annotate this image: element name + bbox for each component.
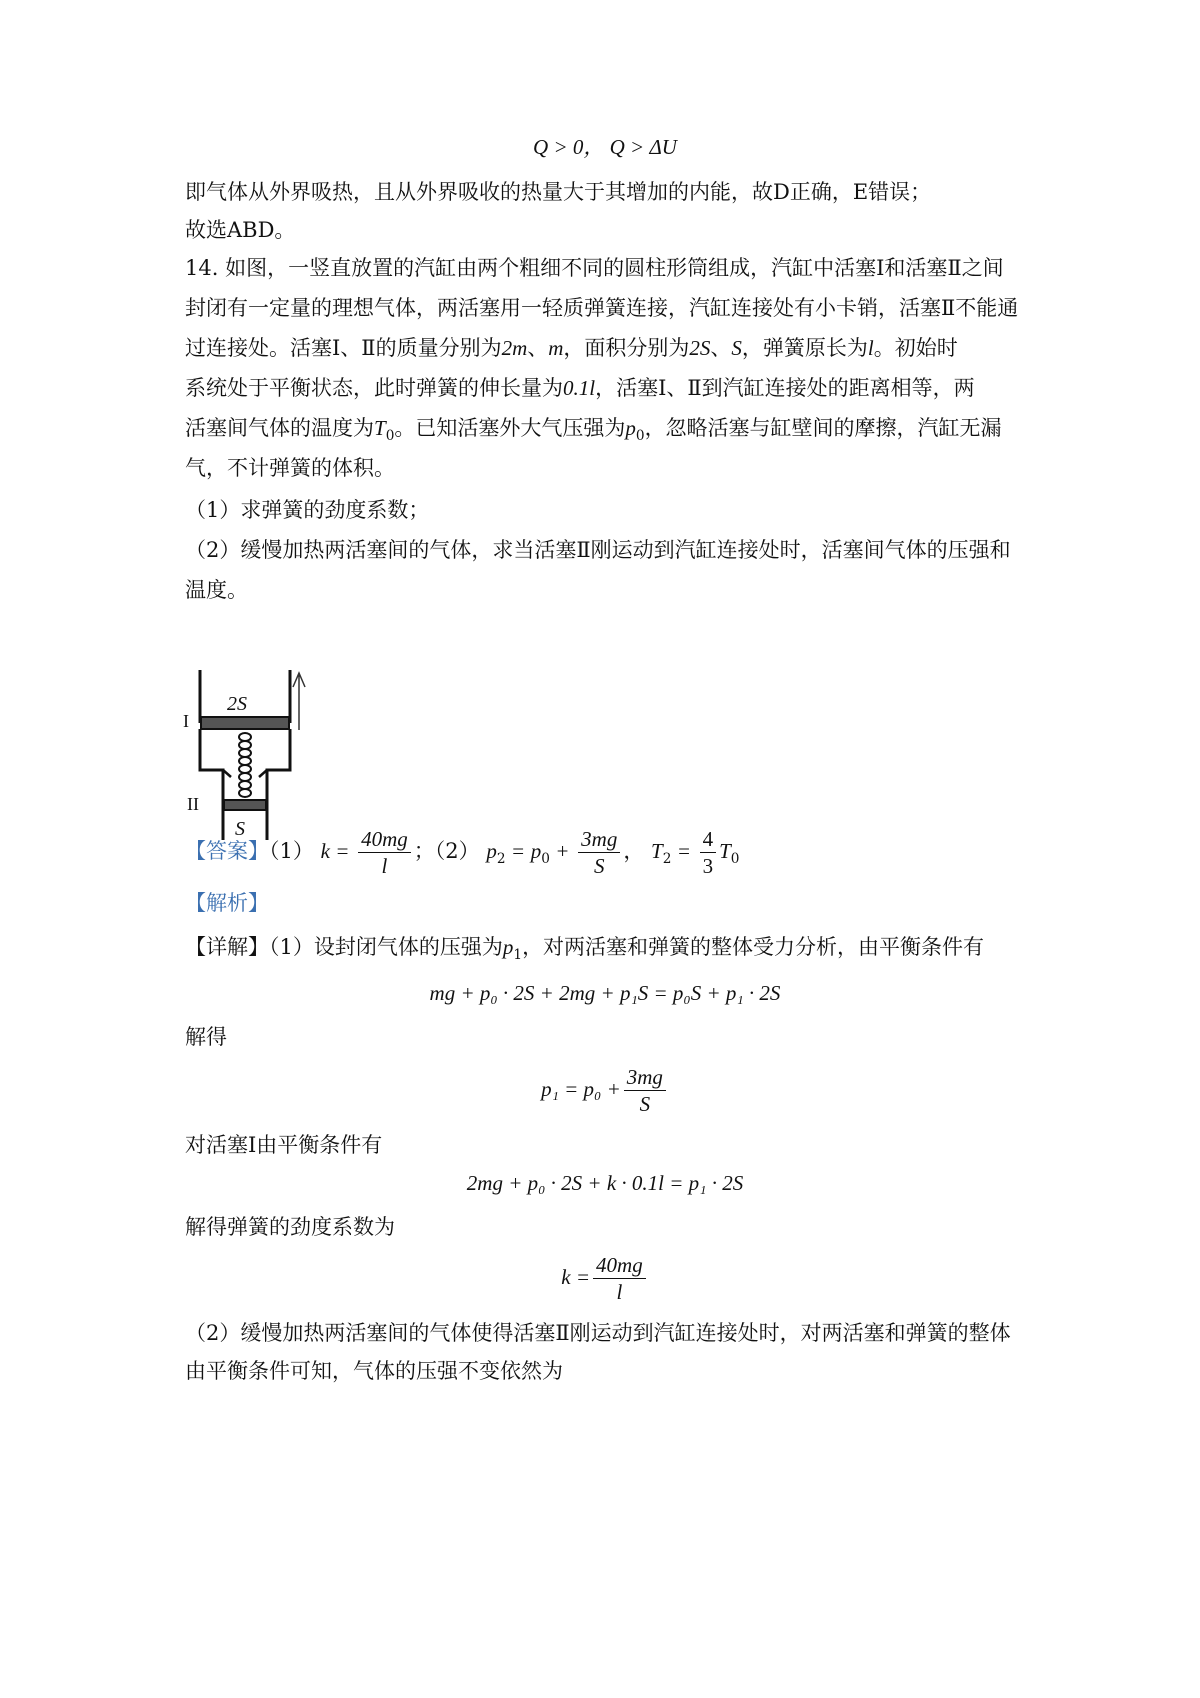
fraction: $\frac{40mg}{l}$	[358, 826, 411, 879]
text-line: （2）缓慢加热两活塞间的气体使得活塞Ⅱ刚运动到汽缸连接处时，对两活塞和弹簧的整体	[185, 1321, 1011, 1345]
question-14-line: 14. 如图，一竖直放置的汽缸由两个粗细不同的圆柱形筒组成，汽缸中活塞Ⅰ和活塞Ⅱ之间	[185, 256, 1004, 280]
label-2S: 2S	[227, 693, 247, 715]
fraction: $\frac{3mg}{S}$	[624, 1064, 666, 1117]
text-line: 解得弹簧的劲度系数为	[185, 1215, 395, 1239]
question-14-line: 气，不计弹簧的体积。	[185, 456, 395, 480]
answer-tag: 【答案】	[185, 839, 269, 863]
question-14-line: 温度。	[185, 578, 248, 602]
fraction: $\frac{40mg}{l}$	[593, 1252, 646, 1305]
text-line: 对活塞Ⅰ由平衡条件有	[185, 1133, 383, 1157]
equation-2: p₁ = p₀ + $\frac{3mg}{S}$	[185, 1062, 1025, 1117]
top-formula: Q > 0， Q > ΔU	[533, 135, 677, 159]
answer-line: 【答案】（1） k = $\frac{40mg}{l}$ ；（2） $p_2 = p_0$ + $\frac{3mg}{S}$ ， $T_2$ = $\frac{4}{3}$ $T_0$	[185, 827, 740, 878]
fraction: $\frac{4}{3}$	[700, 826, 717, 879]
text-line: 故选ABD。	[185, 218, 296, 242]
equation-1: mg + p₀ · 2S + 2mg + p₁S = p₀S + p₁ · 2S	[429, 981, 781, 1005]
label-I: I	[183, 711, 189, 731]
equation-4: k = $\frac{40mg}{l}$	[185, 1250, 1025, 1305]
question-14-line: 系统处于平衡状态，此时弹簧的伸长量为0.1l，活塞Ⅰ、Ⅱ到汽缸连接处的距离相等，两	[185, 376, 975, 400]
detail-line: 【详解】（1）设封闭气体的压强为$p_1$，对两活塞和弹簧的整体受力分析，由平衡条件有	[185, 935, 985, 963]
question-14-line: 过连接处。活塞Ⅰ、Ⅱ的质量分别为2m、m，面积分别为2S、S，弹簧原长为l。初始时	[185, 336, 958, 360]
analysis-tag: 【解析】	[185, 891, 269, 915]
question-14-line: 封闭有一定量的理想气体，两活塞用一轻质弹簧连接，汽缸连接处有小卡销，活塞Ⅱ不能通	[185, 296, 1019, 320]
fraction: $\frac{3mg}{S}$	[578, 826, 620, 879]
question-14-part2: （2）缓慢加热两活塞间的气体，求当活塞Ⅱ刚运动到汽缸连接处时，活塞间气体的压强和	[185, 538, 1011, 562]
text-line: 由平衡条件可知，气体的压强不变依然为	[185, 1359, 563, 1383]
question-14-line: 活塞间气体的温度为$T_0$。已知活塞外大气压强为$p_0$，忽略活塞与缸壁间的摩擦，汽缸无漏	[185, 416, 1002, 444]
text-line: 解得	[185, 1025, 227, 1049]
equation-3: 2mg + p₀ · 2S + k · 0.1l = p₁ · 2S	[466, 1171, 744, 1195]
text-line: 即气体从外界吸热，且从外界吸收的热量大于其增加的内能，故D正确，E错误；	[185, 180, 932, 204]
label-II: II	[187, 794, 199, 814]
question-14-part1: （1）求弹簧的劲度系数；	[185, 498, 430, 522]
label-S: S	[235, 818, 245, 840]
